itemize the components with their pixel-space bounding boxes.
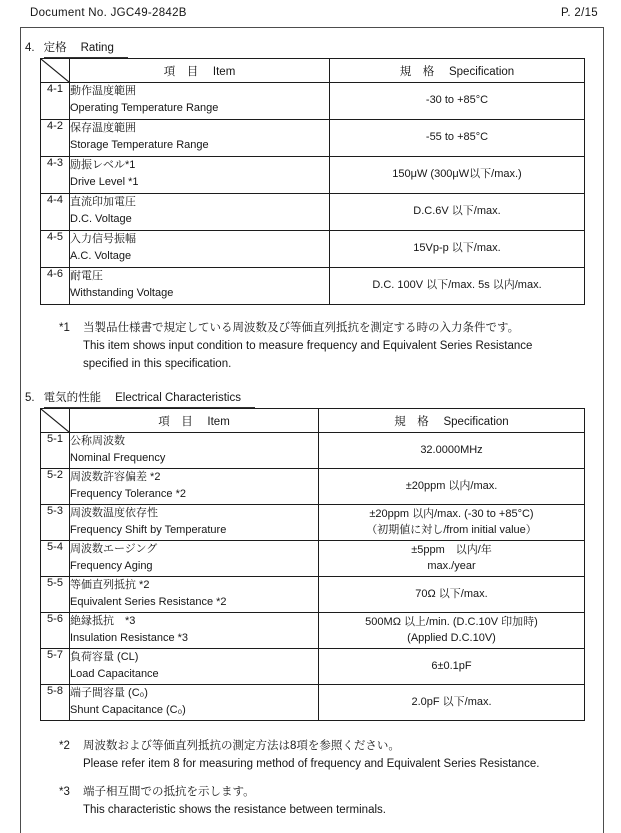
- item-cell: [70, 649, 319, 685]
- page-number: P. 2/15: [560, 7, 598, 19]
- row-number: 5-4: [41, 541, 70, 577]
- table-row-5-5: [41, 577, 585, 613]
- item-column-header: 項 目 Item: [70, 59, 330, 83]
- item-label-en: D.C. Voltage: [70, 212, 132, 225]
- spec-value: D.C. 100V 以下/max. 5s 以内/max.: [372, 279, 542, 292]
- item-label-ja: 端子間容量 (C₀): [70, 687, 148, 699]
- row-number: 5-2: [41, 469, 70, 505]
- item-label-en: Frequency Shift by Temperature: [70, 523, 227, 536]
- item-label-en: Insulation Resistance *3: [70, 631, 189, 644]
- item-label-en: Load Capacitance: [70, 667, 159, 680]
- spec-value: 32.0000MHz: [420, 443, 483, 456]
- item-label-en: A.C. Voltage: [70, 249, 132, 262]
- section-5-heading: [44, 391, 255, 408]
- section-5-title: [25, 391, 603, 408]
- note-2-text-ja: 周波数および等価直列抵抗の測定方法は8項を参照ください。: [83, 740, 400, 752]
- note-1-label: *1: [59, 322, 70, 334]
- item-cell: [70, 231, 330, 268]
- spec-value: -55 to +85°C: [425, 131, 489, 144]
- table-row-5-3: [41, 505, 585, 541]
- row-number: 5-5: [41, 577, 70, 613]
- item-label-en: Operating Temperature Range: [70, 101, 219, 114]
- item-cell: [70, 541, 319, 577]
- item-label-en: Shunt Capacitance (C₀): [70, 703, 186, 716]
- spec-value: D.C.6V 以下/max.: [413, 205, 501, 218]
- item-cell: [70, 469, 319, 505]
- note-1-text-en-2: specified in this specification.: [83, 358, 232, 370]
- row-number: 4-6: [41, 268, 70, 305]
- spec-value: ±5ppm 以内/年: [411, 544, 492, 556]
- section-5-title-ja: 電気的性能: [43, 392, 102, 404]
- item-cell: [70, 685, 319, 721]
- spec-column-header: 規 格 Specification: [330, 59, 585, 83]
- electrical-characteristics-table: [40, 408, 585, 721]
- table-row-5-8: [41, 685, 585, 721]
- table-row-4-6: [41, 268, 585, 305]
- electrical-table-header-row: [41, 409, 585, 433]
- item-label-ja: 励振レベル*1: [70, 159, 136, 171]
- item-cell: [70, 157, 330, 194]
- section-4-title-ja: 定格: [43, 42, 67, 54]
- row-number: 5-8: [41, 685, 70, 721]
- spec-value: 70Ω 以下/max.: [415, 587, 488, 600]
- table-row-5-1: [41, 433, 585, 469]
- spec-cell: [330, 231, 585, 268]
- item-label-en: Frequency Aging: [70, 559, 153, 572]
- note-3: [59, 783, 603, 819]
- spec-cell: [319, 685, 585, 721]
- item-label-en: Storage Temperature Range: [70, 138, 209, 151]
- spec-cell: [319, 505, 585, 541]
- row-number: 4-2: [41, 120, 70, 157]
- item-label-ja: 負荷容量 (CL): [70, 651, 139, 663]
- note-3-text-en: This characteristic shows the resistance between terminals.: [83, 804, 386, 816]
- diagonal-line-icon: [41, 409, 69, 432]
- item-label-en: Nominal Frequency: [70, 451, 166, 464]
- spec-value: 500MΩ 以上/min. (D.C.10V 印加時): [365, 616, 538, 628]
- item-cell: [70, 505, 319, 541]
- note-1-text-ja: 当製品仕様書で規定している周波数及び等価直列抵抗を測定する時の入力条件です。: [83, 322, 520, 334]
- spec-cell: [330, 268, 585, 305]
- table-row-5-6: [41, 613, 585, 649]
- item-label-en: Drive Level *1: [70, 175, 139, 188]
- spec-cell: [319, 469, 585, 505]
- spec-value: 6±0.1pF: [431, 659, 472, 672]
- item-label-ja: 耐電圧: [70, 270, 103, 282]
- document-header: [30, 7, 598, 19]
- diagonal-header-cell: [41, 409, 70, 433]
- section-4-title-en: Rating: [80, 42, 114, 54]
- note-2-text-en: Please refer item 8 for measuring method of frequency and Equivalent Series Resistance.: [83, 758, 540, 770]
- note-1: [59, 319, 603, 373]
- spec-cell: [319, 577, 585, 613]
- item-cell: [70, 194, 330, 231]
- item-label-ja: 絶縁抵抗 *3: [70, 615, 136, 627]
- row-number: 5-3: [41, 505, 70, 541]
- item-label-ja: 周波数エージング: [70, 543, 158, 555]
- spec-cell: [330, 157, 585, 194]
- item-cell: [70, 83, 330, 120]
- item-label-ja: 直流印加電圧: [70, 196, 136, 208]
- item-cell: [70, 268, 330, 305]
- row-number: 4-4: [41, 194, 70, 231]
- row-number: 4-3: [41, 157, 70, 194]
- item-label-ja: 周波数温度依存性: [70, 507, 158, 519]
- rating-table: [40, 58, 585, 305]
- item-label-ja: 公称周波数: [70, 435, 125, 447]
- spec-cell: [319, 541, 585, 577]
- rating-table-header-row: [41, 59, 585, 83]
- section-4-heading: [44, 41, 128, 58]
- spec-column-header: 規 格 Specification: [319, 409, 585, 433]
- row-number: 5-7: [41, 649, 70, 685]
- item-label-en: Frequency Tolerance *2: [70, 487, 186, 500]
- section-5-number: 5.: [25, 392, 35, 404]
- item-label-ja: 等価直列抵抗 *2: [70, 579, 150, 591]
- note-1-text-en: This item shows input condition to measure frequency and Equivalent Series Resistance: [83, 340, 533, 352]
- spec-cell: [330, 120, 585, 157]
- item-cell: [70, 613, 319, 649]
- section-5-title-en: Electrical Characteristics: [115, 392, 241, 404]
- table-row-4-5: [41, 231, 585, 268]
- spec-cell: [330, 83, 585, 120]
- table-row-4-1: [41, 83, 585, 120]
- row-number: 4-5: [41, 231, 70, 268]
- row-number: 5-1: [41, 433, 70, 469]
- item-label-ja: 動作温度範囲: [70, 85, 136, 97]
- note-2: [59, 737, 603, 773]
- item-label-ja: 周波数許容偏差 *2: [70, 471, 161, 483]
- spec-cell: [319, 649, 585, 685]
- table-row-5-4: [41, 541, 585, 577]
- spec-value: ±20ppm 以内/max. (-30 to +85°C): [369, 508, 534, 520]
- row-number: 4-1: [41, 83, 70, 120]
- item-cell: [70, 433, 319, 469]
- note-3-text-ja: 端子相互間での抵抗を示します。: [83, 786, 255, 798]
- item-label-en: Equivalent Series Resistance *2: [70, 595, 227, 608]
- spec-value-line2: max./year: [427, 559, 476, 572]
- document-number: Document No. JGC49-2842B: [30, 7, 187, 19]
- page-frame: [20, 27, 604, 833]
- spec-cell: [330, 194, 585, 231]
- item-label-ja: 保存温度範囲: [70, 122, 136, 134]
- row-number: 5-6: [41, 613, 70, 649]
- spec-value: ±20ppm 以内/max.: [405, 479, 498, 492]
- table-row-4-4: [41, 194, 585, 231]
- item-column-header: 項 目 Item: [70, 409, 319, 433]
- note-3-label: *3: [59, 786, 70, 798]
- diagonal-line-icon: [41, 59, 69, 82]
- item-cell: [70, 120, 330, 157]
- spec-value-line2: (Applied D.C.10V): [407, 631, 496, 644]
- spec-value: 2.0pF 以下/max.: [411, 695, 492, 708]
- note-2-label: *2: [59, 740, 70, 752]
- spec-value: -30 to +85°C: [425, 94, 489, 107]
- spec-value: 15Vp-p 以下/max.: [413, 242, 501, 255]
- table-row-4-2: [41, 120, 585, 157]
- spec-cell: [319, 433, 585, 469]
- diagonal-header-cell: [41, 59, 70, 83]
- section-4-title: [25, 41, 603, 58]
- spec-cell: [319, 613, 585, 649]
- section-4-number: 4.: [25, 42, 35, 54]
- item-label-en: Withstanding Voltage: [70, 286, 174, 299]
- table-row-4-3: [41, 157, 585, 194]
- table-row-5-2: [41, 469, 585, 505]
- item-cell: [70, 577, 319, 613]
- spec-value-line2: （初期値に対し/from initial value）: [366, 523, 537, 536]
- spec-value: 150μW (300μW以下/max.): [392, 168, 522, 181]
- table-row-5-7: [41, 649, 585, 685]
- item-label-ja: 入力信号振幅: [70, 233, 136, 245]
